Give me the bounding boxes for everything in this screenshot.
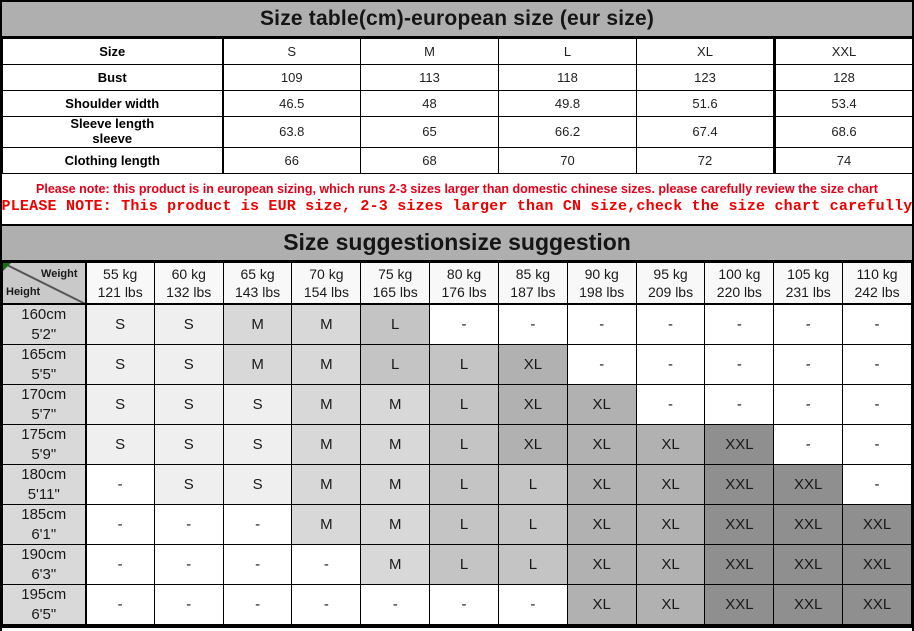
line-1: 75 kg bbox=[378, 265, 413, 282]
suggestion-cell: M bbox=[292, 385, 361, 425]
suggestion-cell: XL bbox=[498, 385, 567, 425]
weight-header-cell bbox=[498, 262, 567, 304]
suggestion-cell: - bbox=[843, 345, 912, 385]
suggestion-cell: M bbox=[292, 345, 361, 385]
line-2: 165 lbs bbox=[372, 284, 418, 301]
suggestion-cell: - bbox=[567, 345, 636, 385]
weight-header-cell bbox=[292, 262, 361, 304]
suggestion-cell: L bbox=[361, 345, 430, 385]
suggestion-cell: S bbox=[86, 304, 155, 345]
weight-header-cell bbox=[430, 262, 499, 304]
suggestion-cell: - bbox=[774, 425, 843, 465]
line-2: 242 lbs bbox=[854, 284, 900, 301]
suggestion-cell: - bbox=[705, 304, 774, 345]
suggestion-cell: - bbox=[223, 505, 292, 545]
line-1: 175cm bbox=[21, 426, 67, 444]
note-emphasis: PLEASE NOTE: This product is EUR size, 2-3 sizes larger than CN size,check the size chart carefully bbox=[1, 198, 913, 216]
suggestion-cell: XXL bbox=[705, 465, 774, 505]
suggestion-cell: - bbox=[86, 585, 155, 627]
height-cell bbox=[3, 545, 86, 585]
suggestion-cell: - bbox=[843, 385, 912, 425]
suggestion-cell: - bbox=[705, 345, 774, 385]
suggestion-cell: - bbox=[567, 304, 636, 345]
suggestion-cell: XXL bbox=[705, 425, 774, 465]
weight-header-cell bbox=[636, 262, 705, 304]
size-value: 63.8 bbox=[223, 117, 361, 148]
suggestion-cell: S bbox=[223, 465, 292, 505]
size-value: 118 bbox=[499, 65, 637, 91]
suggestion-row bbox=[3, 545, 912, 585]
suggestion-cell: - bbox=[843, 304, 912, 345]
size-row-label: Bust bbox=[3, 65, 223, 91]
size-col-header: M bbox=[361, 39, 499, 65]
size-suggestion-title: Size suggestionsize suggestion bbox=[2, 226, 912, 262]
size-value: 65 bbox=[361, 117, 499, 148]
suggestion-cell: L bbox=[498, 465, 567, 505]
suggestion-cell: XXL bbox=[774, 545, 843, 585]
suggestion-cell: XXL bbox=[705, 585, 774, 627]
suggestion-cell: XL bbox=[567, 425, 636, 465]
line-2: 209 lbs bbox=[647, 284, 694, 301]
suggestion-cell: - bbox=[636, 304, 705, 345]
suggestion-cell: XXL bbox=[774, 505, 843, 545]
suggestion-cell: XL bbox=[636, 505, 705, 545]
line-2: 132 lbs bbox=[166, 284, 212, 301]
weight-header-cell bbox=[705, 262, 774, 304]
suggestion-cell: XL bbox=[567, 465, 636, 505]
suggestion-cell: L bbox=[498, 545, 567, 585]
line-1: 65 kg bbox=[240, 265, 275, 282]
line-1: 90 kg bbox=[584, 265, 619, 282]
line-1: 60 kg bbox=[171, 265, 206, 282]
suggestion-cell: M bbox=[223, 345, 292, 385]
line-2: 143 lbs bbox=[234, 284, 281, 301]
size-table bbox=[2, 38, 913, 174]
suggestion-cell: - bbox=[223, 545, 292, 585]
height-cell bbox=[3, 385, 86, 425]
suggestion-cell: L bbox=[430, 545, 499, 585]
line-2: 6'3" bbox=[31, 565, 57, 583]
size-table-row bbox=[3, 147, 913, 173]
size-value: 109 bbox=[223, 65, 361, 91]
corner-height-label: Height bbox=[6, 286, 41, 299]
size-table-row bbox=[3, 91, 913, 117]
suggestion-cell: XL bbox=[636, 425, 705, 465]
suggestion-cell: XXL bbox=[705, 545, 774, 585]
corner-weight-label: Weight bbox=[41, 267, 78, 280]
suggestion-cell: S bbox=[154, 304, 223, 345]
suggestion-row bbox=[3, 345, 912, 385]
suggestion-cell: XXL bbox=[843, 545, 912, 585]
suggestion-cell: S bbox=[86, 345, 155, 385]
suggestion-cell: - bbox=[705, 385, 774, 425]
line-1: 70 kg bbox=[309, 265, 344, 282]
suggestion-cell: - bbox=[292, 585, 361, 627]
suggestion-cell: XXL bbox=[774, 585, 843, 627]
size-row-label: Shoulder width bbox=[3, 91, 223, 117]
size-col-header: S bbox=[223, 39, 361, 65]
notes-section bbox=[2, 174, 912, 226]
weight-header-cell bbox=[567, 262, 636, 304]
line-2: 121 lbs bbox=[97, 284, 143, 301]
weight-header-cell bbox=[361, 262, 430, 304]
weight-height-corner bbox=[3, 262, 86, 304]
line-2: 231 lbs bbox=[785, 284, 831, 301]
line-1: 165cm bbox=[21, 346, 67, 364]
suggestion-cell: M bbox=[361, 465, 430, 505]
suggestion-cell: - bbox=[86, 545, 155, 585]
suggestion-cell: - bbox=[498, 585, 567, 627]
line-1: 180cm bbox=[21, 466, 67, 484]
line-1: Sleeve length bbox=[70, 116, 155, 131]
size-value: 53.4 bbox=[775, 91, 913, 117]
size-table-row bbox=[3, 117, 913, 148]
line-2: 220 lbs bbox=[716, 284, 762, 301]
weight-header-cell bbox=[154, 262, 223, 304]
weight-header-cell bbox=[223, 262, 292, 304]
line-1: 160cm bbox=[21, 306, 67, 324]
size-value: 123 bbox=[637, 65, 775, 91]
size-row-label: Size bbox=[3, 39, 223, 65]
line-2: 5'9" bbox=[31, 445, 57, 463]
size-value: 51.6 bbox=[637, 91, 775, 117]
line-1: 105 kg bbox=[787, 265, 830, 282]
suggestion-cell: XL bbox=[498, 345, 567, 385]
suggestion-header-row bbox=[3, 262, 912, 304]
suggestion-cell: XL bbox=[567, 545, 636, 585]
suggestion-cell: - bbox=[86, 505, 155, 545]
suggestion-cell: M bbox=[292, 304, 361, 345]
line-2: 5'7" bbox=[31, 405, 57, 423]
suggestion-cell: - bbox=[430, 304, 499, 345]
height-cell bbox=[3, 304, 86, 345]
suggestion-row bbox=[3, 465, 912, 505]
suggestion-cell: M bbox=[361, 505, 430, 545]
size-row-label: Clothing length bbox=[3, 147, 223, 173]
suggestion-cell: L bbox=[430, 425, 499, 465]
suggestion-cell: S bbox=[154, 385, 223, 425]
suggestion-cell: L bbox=[430, 385, 499, 425]
suggestion-cell: L bbox=[430, 505, 499, 545]
suggestion-cell: XL bbox=[567, 505, 636, 545]
size-col-header: L bbox=[499, 39, 637, 65]
suggestion-cell: XL bbox=[636, 545, 705, 585]
suggestion-cell: XXL bbox=[843, 505, 912, 545]
size-value: 74 bbox=[775, 147, 913, 173]
size-value: 128 bbox=[775, 65, 913, 91]
size-table-body bbox=[3, 39, 913, 174]
suggestion-row bbox=[3, 585, 912, 627]
suggestion-cell: S bbox=[154, 425, 223, 465]
size-value: 68.6 bbox=[775, 117, 913, 148]
suggestion-cell: - bbox=[774, 304, 843, 345]
size-suggestion-body bbox=[3, 262, 912, 626]
size-table-row bbox=[3, 39, 913, 65]
suggestion-cell: M bbox=[292, 425, 361, 465]
suggestion-cell: L bbox=[430, 465, 499, 505]
weight-header-cell bbox=[774, 262, 843, 304]
size-col-header: XXL bbox=[775, 39, 913, 65]
suggestion-cell: - bbox=[774, 345, 843, 385]
height-cell bbox=[3, 345, 86, 385]
suggestion-cell: - bbox=[154, 585, 223, 627]
line-2: 5'5" bbox=[31, 365, 57, 383]
corner-green-triangle bbox=[3, 263, 11, 271]
size-value: 49.8 bbox=[499, 91, 637, 117]
suggestion-cell: XL bbox=[636, 585, 705, 627]
line-2: 187 lbs bbox=[510, 284, 556, 301]
line-1: 190cm bbox=[21, 546, 67, 564]
suggestion-cell: - bbox=[636, 385, 705, 425]
suggestion-cell: S bbox=[154, 345, 223, 385]
suggestion-cell: L bbox=[430, 345, 499, 385]
size-table-title: Size table(cm)-european size (eur size) bbox=[2, 0, 912, 38]
suggestion-cell: - bbox=[430, 585, 499, 627]
line-1: 95 kg bbox=[653, 265, 688, 282]
suggestion-cell: XL bbox=[567, 585, 636, 627]
size-value: 72 bbox=[637, 147, 775, 173]
suggestion-row bbox=[3, 304, 912, 345]
suggestion-cell: M bbox=[361, 385, 430, 425]
size-suggestion-table bbox=[2, 262, 912, 629]
suggestion-cell: XXL bbox=[843, 585, 912, 627]
size-value: 113 bbox=[361, 65, 499, 91]
size-col-header: XL bbox=[637, 39, 775, 65]
suggestion-cell: - bbox=[292, 545, 361, 585]
line-2: 5'11" bbox=[27, 485, 60, 503]
height-cell bbox=[3, 465, 86, 505]
line-1: 195cm bbox=[21, 586, 67, 604]
suggestion-cell: L bbox=[498, 505, 567, 545]
suggestion-cell: M bbox=[292, 505, 361, 545]
suggestion-cell: S bbox=[154, 465, 223, 505]
size-value: 48 bbox=[361, 91, 499, 117]
weight-header-cell bbox=[843, 262, 912, 304]
size-row-label bbox=[3, 117, 223, 148]
line-2: 176 lbs bbox=[441, 284, 487, 301]
line-1: 185cm bbox=[21, 506, 67, 524]
line-2: 5'2" bbox=[31, 325, 57, 343]
suggestion-cell: S bbox=[223, 385, 292, 425]
suggestion-cell: XL bbox=[636, 465, 705, 505]
size-value: 70 bbox=[499, 147, 637, 173]
suggestion-cell: M bbox=[292, 465, 361, 505]
suggestion-row bbox=[3, 425, 912, 465]
suggestion-cell: - bbox=[86, 465, 155, 505]
line-1: 110 kg bbox=[856, 265, 898, 282]
suggestion-cell: M bbox=[223, 304, 292, 345]
suggestion-cell: - bbox=[636, 345, 705, 385]
height-cell bbox=[3, 505, 86, 545]
suggestion-cell: XL bbox=[498, 425, 567, 465]
suggestion-cell: S bbox=[86, 385, 155, 425]
size-value: 46.5 bbox=[223, 91, 361, 117]
suggestion-cell: - bbox=[843, 425, 912, 465]
line-2: 6'5" bbox=[31, 605, 57, 623]
size-value: 66 bbox=[223, 147, 361, 173]
suggestion-cell: - bbox=[223, 585, 292, 627]
suggestion-cell: - bbox=[361, 585, 430, 627]
line-2: 6'1" bbox=[31, 525, 57, 543]
suggestion-cell: S bbox=[223, 425, 292, 465]
note-english: Please note: this product is in european sizing, which runs 2-3 sizes larger than domestic chinese sizes. please carefully review the size chart bbox=[36, 182, 878, 197]
suggestion-cell: XL bbox=[567, 385, 636, 425]
suggestion-cell: - bbox=[774, 385, 843, 425]
weight-header-cell bbox=[86, 262, 155, 304]
line-2: sleeve bbox=[92, 130, 133, 146]
height-cell bbox=[3, 425, 86, 465]
size-value: 66.2 bbox=[499, 117, 637, 148]
suggestion-cell: - bbox=[843, 465, 912, 505]
suggestion-cell: M bbox=[361, 545, 430, 585]
line-1: 100 kg bbox=[718, 265, 761, 282]
suggestion-row bbox=[3, 505, 912, 545]
suggestion-cell: L bbox=[361, 304, 430, 345]
suggestion-cell: S bbox=[86, 425, 155, 465]
size-value: 68 bbox=[361, 147, 499, 173]
line-1: 85 kg bbox=[515, 265, 550, 282]
suggestion-cell: XXL bbox=[774, 465, 843, 505]
suggestion-row bbox=[3, 385, 912, 425]
suggestion-cell: - bbox=[498, 304, 567, 345]
line-1: 55 kg bbox=[103, 265, 138, 282]
suggestion-cell: XXL bbox=[705, 505, 774, 545]
suggestion-cell: - bbox=[154, 545, 223, 585]
line-1: 170cm bbox=[21, 386, 67, 404]
line-2: 154 lbs bbox=[303, 284, 349, 301]
suggestion-cell: M bbox=[361, 425, 430, 465]
line-1: 80 kg bbox=[446, 265, 482, 282]
height-cell bbox=[3, 585, 86, 627]
line-2: 198 lbs bbox=[579, 284, 625, 301]
suggestion-cell: - bbox=[154, 505, 223, 545]
size-table-row bbox=[3, 65, 913, 91]
size-value: 67.4 bbox=[637, 117, 775, 148]
